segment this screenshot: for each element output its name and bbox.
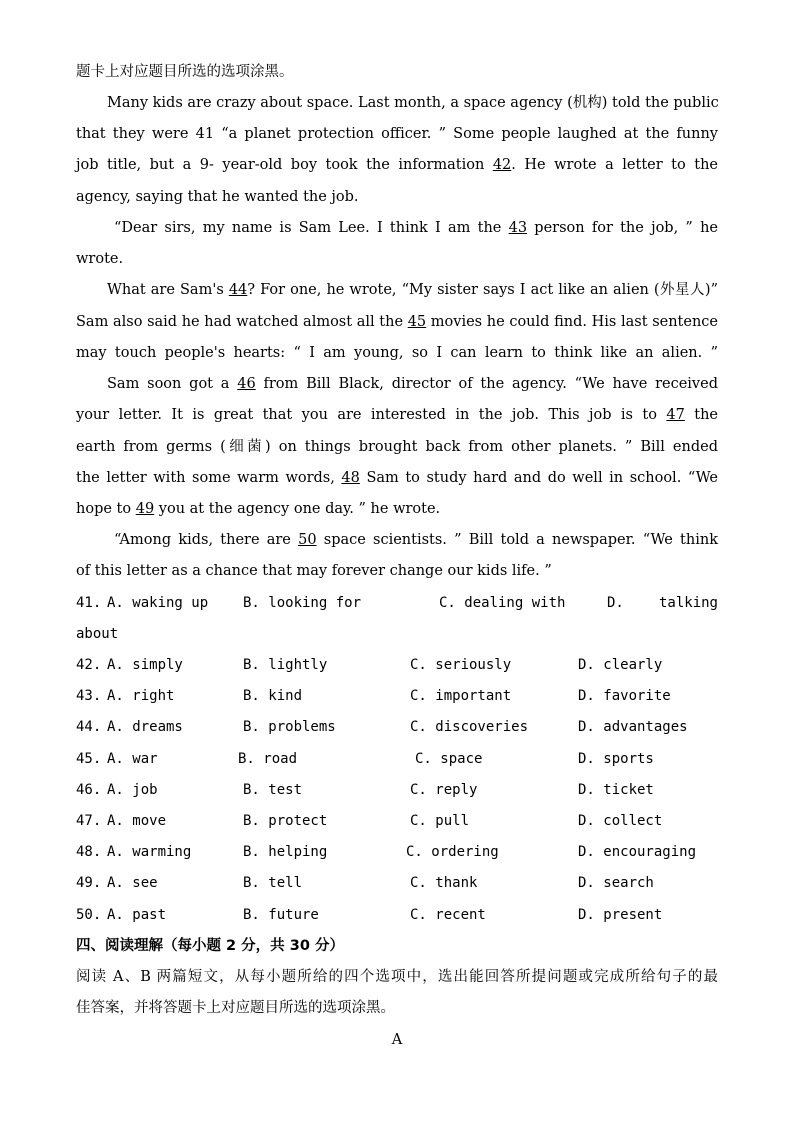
option-d: D. advantages <box>578 719 688 735</box>
question-row <box>76 715 718 739</box>
option-a: A. see <box>107 875 158 891</box>
passage-line: Sam also said he had watched almost all the 45 movies he could find. His last sentence <box>76 314 719 330</box>
option-a: A. war <box>107 751 158 767</box>
question-row <box>76 747 718 771</box>
option-b: B. lightly <box>243 657 328 673</box>
passage-line: agency, saying that he wanted the job. <box>76 189 359 205</box>
option-c: C. discoveries <box>410 719 529 735</box>
option-c: C. space <box>415 751 483 767</box>
passage-line: of this letter as a chance that may forever change our kids life. ” <box>76 563 552 579</box>
option-b: B. future <box>243 907 319 923</box>
option-b: B. problems <box>243 719 336 735</box>
question-number: 50. <box>76 907 102 923</box>
passage-line: “Among kids, there are 50 space scientists. ” Bill told a newspaper. “We think <box>114 532 718 548</box>
question-row <box>76 903 718 927</box>
option-b: B. protect <box>243 813 328 829</box>
option-c: C. dealing with <box>439 595 566 611</box>
option-d: D. encouraging <box>578 844 697 860</box>
question-number: 46. <box>76 782 102 798</box>
option-a: A. right <box>107 688 175 704</box>
option-d: D. collect <box>578 813 663 829</box>
blank-44: 44 <box>228 282 248 298</box>
question-row <box>76 809 718 833</box>
passage-line: wrote. <box>76 251 124 267</box>
question-number: 48. <box>76 844 102 860</box>
passage-line: Many kids are crazy about space. Last month, a space agency (机构) told the public <box>107 95 719 111</box>
section-heading: 四、阅读理解（每小题 2 分，共 30 分） <box>76 938 344 954</box>
blank-42: 42 <box>492 157 512 173</box>
blank-47: 47 <box>666 407 685 423</box>
intro-tail: 题卡上对应题目所选的选项涂黑。 <box>76 64 294 80</box>
option-a: A. move <box>107 813 167 829</box>
option-b: B. looking for <box>243 595 362 611</box>
blank-45: 45 <box>407 314 427 330</box>
passage-line: your letter. It is great that you are interested in the job. This job is to 47 the <box>76 407 719 423</box>
passage-line: hope to 49 you at the agency one day. ” he wrote. <box>76 501 441 517</box>
option-d: D. ticket <box>578 782 654 798</box>
option-d: D. favorite <box>578 688 671 704</box>
passage-line: What are Sam's 44? For one, he wrote, “My sister says I act like an alien (外星人)” <box>107 282 718 298</box>
option-b: B. road <box>238 751 298 767</box>
passage-line: job title, but a 9- year-old boy took the information 42. He wrote a letter to the <box>76 157 718 173</box>
question-row <box>76 591 718 615</box>
option-a: A. past <box>107 907 167 923</box>
question-row <box>76 684 718 708</box>
blank-49: 49 <box>135 501 155 517</box>
passage-line: the letter with some warm words, 48 Sam to study hard and do well in school. “We <box>76 470 718 486</box>
option-c: C. thank <box>410 875 478 891</box>
option-c: C. pull <box>410 813 470 829</box>
option-c: C. recent <box>410 907 486 923</box>
blank-46: 46 <box>237 376 256 392</box>
option-d: D. sports <box>578 751 654 767</box>
passage-label: A <box>391 1032 403 1048</box>
passage-line: earth from germs (细菌) on things brought back from other planets. ” Bill ended <box>76 439 718 455</box>
option-a: A. simply <box>107 657 183 673</box>
blank-43: 43 <box>508 220 528 236</box>
option-a: A. job <box>107 782 158 798</box>
question-row-continued: about <box>76 626 119 642</box>
option-a: A. warming <box>107 844 192 860</box>
option-c: C. ordering <box>406 844 499 860</box>
option-b: B. kind <box>243 688 303 704</box>
question-number: 49. <box>76 875 102 891</box>
passage-line: “Dear sirs, my name is Sam Lee. I think I am the 43 person for the job, ” he <box>114 220 718 236</box>
question-number: 42. <box>76 657 102 673</box>
option-d: D. clearly <box>578 657 663 673</box>
question-row <box>76 778 718 802</box>
question-number: 43. <box>76 688 102 704</box>
option-c: C. reply <box>410 782 478 798</box>
question-row <box>76 653 718 677</box>
passage-line: may touch people's hearts: “ I am young, so I can learn to think like an alien. ” <box>76 345 718 361</box>
option-a: A. dreams <box>107 719 183 735</box>
question-number: 44. <box>76 719 102 735</box>
option-b: B. helping <box>243 844 328 860</box>
passage-line: Sam soon got a 46 from Bill Black, director of the agency. “We have received <box>107 376 718 392</box>
option-c: C. important <box>410 688 512 704</box>
option-d: D. talking <box>607 595 718 611</box>
option-c: C. seriously <box>410 657 512 673</box>
section-instructions: 佳答案，并将答题卡上对应题目所选的选项涂黑。 <box>76 1000 395 1016</box>
option-b: B. test <box>243 782 303 798</box>
option-b: B. tell <box>243 875 303 891</box>
option-a: A. waking up <box>107 595 209 611</box>
section-instructions: 阅读 A、B 两篇短文，从每小题所给的四个选项中，选出能回答所提问题或完成所给句子的最 <box>76 969 718 985</box>
blank-50: 50 <box>298 532 317 548</box>
question-number: 41. <box>76 595 102 611</box>
blank-48: 48 <box>341 470 360 486</box>
question-number: 45. <box>76 751 102 767</box>
option-d: D. present <box>578 907 663 923</box>
question-row <box>76 871 718 895</box>
question-number: 47. <box>76 813 102 829</box>
passage-line: that they were 41 “a planet protection officer. ” Some people laughed at the funny <box>76 126 718 142</box>
question-row <box>76 840 718 864</box>
option-d: D. search <box>578 875 654 891</box>
